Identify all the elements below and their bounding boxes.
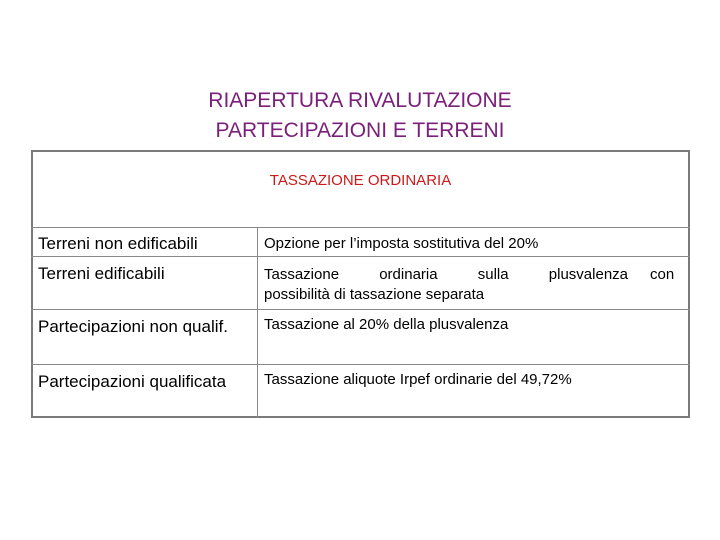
row-label-partecipazioni-non-qualif: Partecipazioni non qualif.: [38, 317, 228, 336]
row-value-terreni-edificabili-line-1: Tassazione ordinaria sulla plusvalenza: [264, 266, 628, 283]
row-value-partecipazioni-non-qualif: Tassazione al 20% della plusvalenza: [264, 316, 509, 333]
slide-title: [110, 86, 610, 146]
row-value-terreni-edificabili-line-2: possibilità di tassazione separata: [264, 286, 485, 303]
table-divider: [31, 364, 690, 365]
row-label-terreni-edificabili: Terreni edificabili: [38, 264, 165, 283]
row-value-partecipazioni-qualificata: Tassazione aliquote Irpef ordinarie del 49,72%: [264, 371, 572, 388]
row-value-terreni-non-edificabili: Opzione per l’imposta sostitutiva del 20%: [264, 235, 539, 252]
row-value-terreni-edificabili-overflow: con: [650, 266, 675, 283]
slide-title-line-2: PARTECIPAZIONI E TERRENI: [215, 119, 505, 142]
column-divider: [257, 228, 258, 418]
row-label-terreni-non-edificabili: Terreni non edificabili: [38, 234, 198, 253]
row-label-partecipazioni-qualificata: Partecipazioni qualificata: [38, 372, 227, 391]
slide-title-line-1: RIAPERTURA RIVALUTAZIONE: [208, 89, 512, 112]
table-divider: [31, 256, 690, 257]
table-divider: [31, 309, 690, 310]
table-header: TASSAZIONE ORDINARIA: [269, 172, 452, 189]
table-divider: [31, 227, 690, 228]
